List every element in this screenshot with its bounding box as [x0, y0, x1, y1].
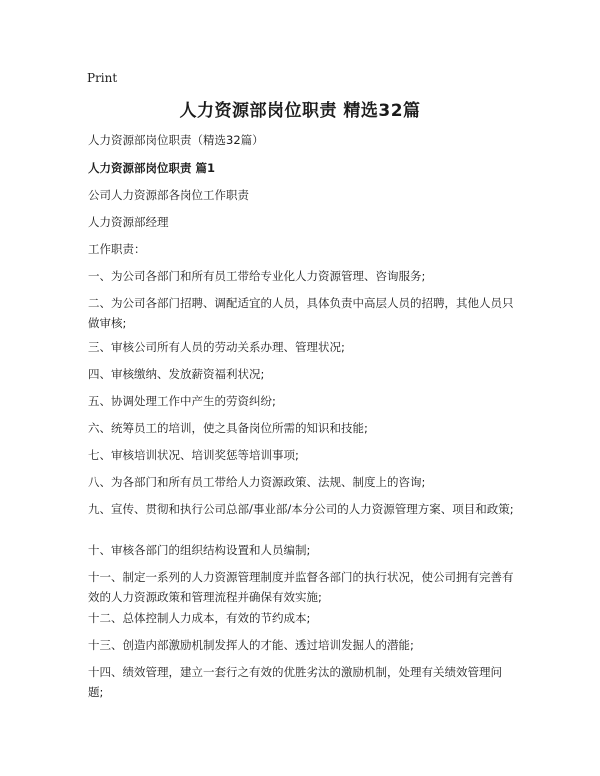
duties-heading: 工作职责： — [88, 242, 146, 256]
duty-item: 十一、制定一系列的人力资源管理制度并监督各部门的执行状况，使公司拥有完善有效的人力资源政策和管理流程并确保有效实施; — [88, 570, 514, 604]
duty-item: 十、审核各部门的组织结构设置和人员编制; — [88, 543, 311, 557]
company-line: 公司人力资源部各岗位工作职责 — [88, 188, 249, 202]
duty-item: 十四、绩效管理，建立一套行之有效的优胜劣汰的激励机制，处理有关绩效管理问题; — [88, 665, 502, 699]
duty-item: 八、为各部门和所有员工带给人力资源政策、法规、制度上的咨询; — [88, 475, 426, 489]
position-title: 人力资源部经理 — [88, 215, 169, 229]
duty-item: 十二、总体控制人力成本，有效的节约成本; — [88, 611, 311, 625]
print-label[interactable]: Print — [87, 71, 118, 85]
duty-item: 五、协调处理工作中产生的劳资纠纷; — [88, 394, 276, 408]
duty-item: 九、宣传、贯彻和执行公司总部/事业部/本分公司的人力资源管理方案、项目和政策; — [88, 502, 514, 516]
section-heading: 人力资源部岗位职责 篇1 — [88, 161, 216, 175]
duty-item: 六、统筹员工的培训，使之具备岗位所需的知识和技能; — [88, 421, 368, 435]
duty-item: 二、为公司各部门招聘、调配适宜的人员，具体负责中高层人员的招聘，其他人员只做审核; — [88, 296, 514, 330]
document-title: 人力资源部岗位职责 精选32篇 — [179, 101, 421, 121]
duty-item: 一、为公司各部门和所有员工带给专业化人力资源管理、咨询服务; — [88, 269, 426, 283]
duty-item: 十三、创造内部激励机制发挥人的才能、透过培训发掘人的潜能; — [88, 638, 414, 652]
duty-item: 三、审核公司所有人员的劳动关系办理、管理状况; — [88, 340, 345, 354]
duty-item: 四、审核缴纳、发放薪资福利状况; — [88, 367, 265, 381]
document-subtitle: 人力资源部岗位职责（精选32篇） — [88, 133, 264, 147]
duty-item: 七、审核培训状况、培训奖惩等培训事项; — [88, 448, 299, 462]
